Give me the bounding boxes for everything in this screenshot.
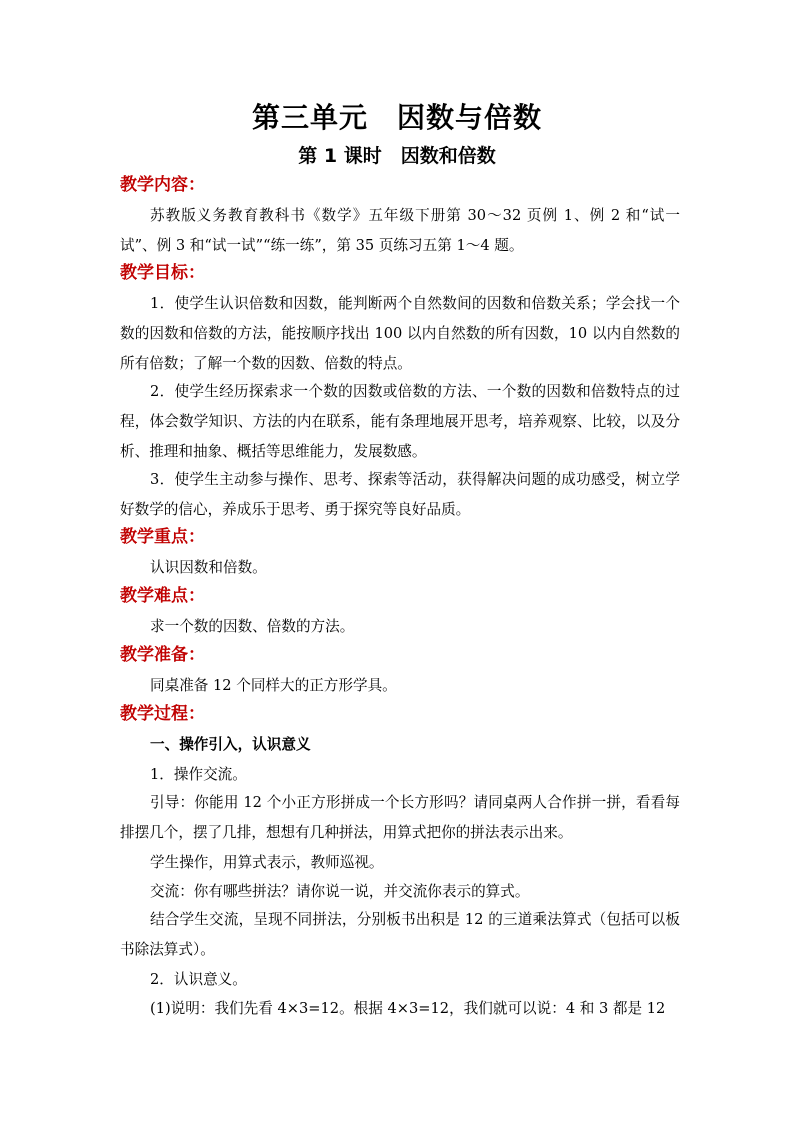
process-guide: 引导：你能用 12 个小正方形拼成一个长方形吗？请同桌两人合作拼一拼，看看每排摆几个，摆了几排，想想有几种拼法，用算式把你的拼法表示出来。	[120, 794, 680, 841]
process-student-action: 学生操作，用算式表示，教师巡视。	[150, 854, 384, 871]
heading-teaching-goals: 教学目标：	[120, 263, 205, 283]
goal-item-2: 2．使学生经历探索求一个数的因数或倍数的方法、一个数的因数和倍数特点的过程，体会数学知识、方法的内在联系，能有条理地展开思考，培养观察、比较，以及分析、推理和抽象、概括等思维能力，发展数感。	[120, 383, 680, 460]
goal-item-3: 3．使学生主动参与操作、思考、探索等活动，获得解决问题的成功感受，树立学好数学的信心，养成乐于思考、勇于探究等良好品质。	[120, 471, 680, 518]
heading-difficulty: 教学难点：	[120, 586, 205, 606]
process-explain: (1)说明：我们先看 4×3=12。根据 4×3=12，我们就可以说：4 和 3 都是 12	[150, 1000, 666, 1017]
process-step2: 2．认识意义。	[150, 971, 247, 988]
document-title: 第三单元 因数与倍数	[251, 101, 542, 134]
preparation-text: 同桌准备 12 个同样大的正方形学具。	[150, 677, 397, 694]
key-point-text: 认识因数和倍数。	[150, 559, 267, 576]
heading-teaching-content: 教学内容：	[120, 175, 205, 195]
process-step1: 1．操作交流。	[150, 766, 247, 783]
process-combine: 结合学生交流，呈现不同拼法，分别板书出积是 12 的三道乘法算式（包括可以板书除法算式）。	[120, 911, 680, 958]
heading-process: 教学过程：	[120, 704, 205, 724]
lesson-subtitle: 第 1 课时 因数和倍数	[298, 145, 496, 167]
teaching-content-text: 苏教版义务教育教科书《数学》五年级下册第 30～32 页例 1、例 2 和“试一试”、例 3 和“试一试”“练一练”，第 35 页练习五第 1～4 题。	[120, 207, 680, 254]
heading-key-point: 教学重点：	[120, 527, 205, 547]
process-part1-title: 一、操作引入，认识意义	[150, 736, 311, 753]
goal-item-1: 1．使学生认识倍数和因数，能判断两个自然数间的因数和倍数关系；学会找一个数的因数和倍数的方法，能按顺序找出 100 以内自然数的所有因数，10 以内自然数的所有倍数；了解一个数的因数、倍数的特点。	[120, 295, 680, 372]
heading-preparation: 教学准备：	[120, 645, 205, 665]
difficulty-text: 求一个数的因数、倍数的方法。	[150, 618, 355, 635]
process-exchange: 交流：你有哪些拼法？请你说一说，并交流你表示的算式。	[150, 883, 530, 900]
